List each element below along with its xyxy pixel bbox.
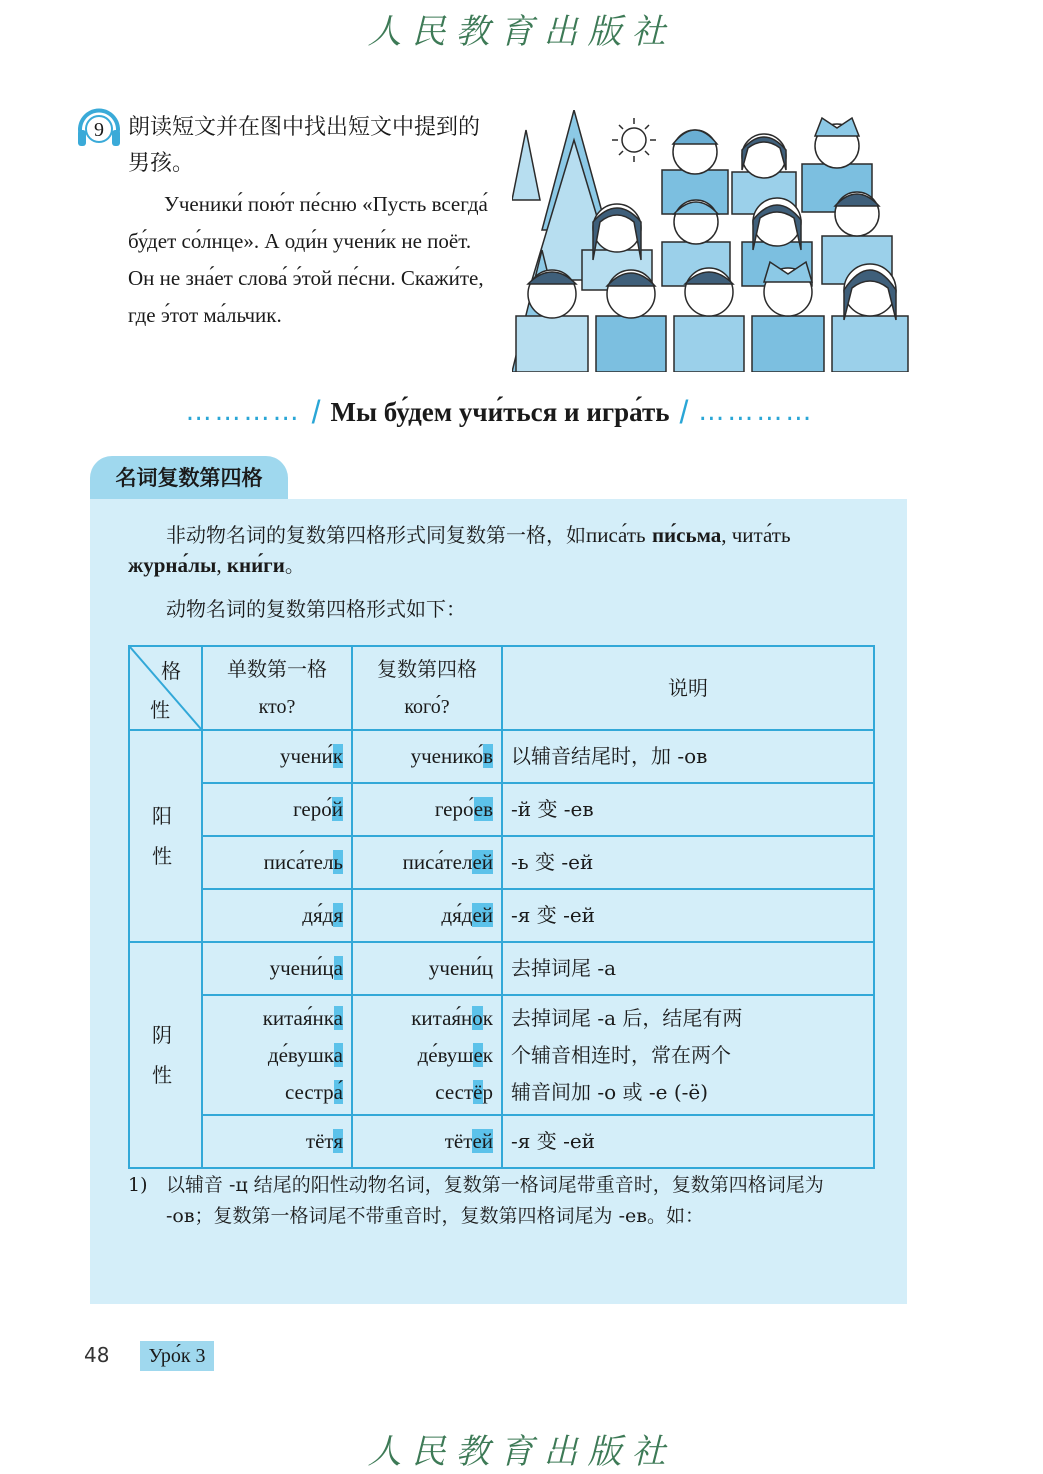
footnote: 1) 以辅音 -ц 结尾的阳性动物名词，复数第一格词尾带重音时，复数第四格词尾为 -ов；复数第一格词尾不带重音时，复数第四格词尾为 -ев。如： — [128, 1174, 824, 1227]
singular-word: учени́ца — [202, 942, 352, 995]
rule-note: -й 变 -ев — [502, 783, 874, 836]
plural-word: геро́ев — [352, 783, 502, 836]
diagonal-header-cell: 格 性 — [129, 646, 202, 730]
table-row — [129, 942, 874, 995]
header-plural-accusative: 复数第四格 кого́? — [352, 646, 502, 730]
rule-note: -я 变 -ей — [502, 889, 874, 942]
rule-note: 去掉词尾 -а 后，结尾有两 个辅音相连时，常在两个 辅音间加 -о 或 -е (-ё) — [502, 995, 874, 1115]
publisher-logo-bottom: 人民教育出版社 — [367, 1432, 676, 1472]
dotted-rule-left: ………… — [185, 397, 302, 427]
singular-word: писа́тель — [202, 836, 352, 889]
rule-note: -я 变 -ей — [502, 1115, 874, 1168]
lesson-badge: Уро́к 3 — [140, 1341, 214, 1371]
plural-word: ученико́в — [352, 730, 502, 783]
table-row — [129, 783, 874, 836]
grammar-tab: 名词复数第四格 — [90, 456, 288, 500]
table-row — [129, 995, 874, 1115]
plural-word-group: китая́нок де́вушек сестёр — [352, 995, 502, 1115]
table-row — [129, 1115, 874, 1168]
exercise-text: Ученики́ пою́т пе́сню «Пусть всегда́ бу́дет со́лнце». А оди́н учени́к не поёт. Он не зна́ет слова́ э́той пе́сни. Скажи́те, где э́тот ма́льчик. — [128, 192, 488, 327]
publisher-logo-top: 人民教育出版社 — [367, 12, 676, 52]
rule-note: -ь 变 -ей — [502, 836, 874, 889]
listen-icon — [74, 104, 124, 154]
plural-word: учени́ц — [352, 942, 502, 995]
header-singular-nominative: 单数第一格 кто? — [202, 646, 352, 730]
slash-left: / — [311, 393, 321, 430]
grammar-paragraph-1: 非动物名词的复数第四格形式同复数第一格，如писа́ть пи́сьма, чита́ть журна́лы, кни́ги。 — [128, 523, 791, 577]
page-number: 48 — [84, 1343, 110, 1367]
declension-table — [128, 645, 875, 1169]
plural-word: дя́дей — [352, 889, 502, 942]
plural-word: писа́телей — [352, 836, 502, 889]
table-row — [129, 889, 874, 942]
children-illustration — [512, 110, 912, 372]
table-row — [129, 730, 874, 783]
gender-masculine: 阳 性 — [129, 730, 202, 942]
gender-feminine: 阴 性 — [129, 942, 202, 1168]
singular-word: учени́к — [202, 730, 352, 783]
singular-word: дя́дя — [202, 889, 352, 942]
dotted-rule-right: ………… — [698, 397, 815, 427]
section-header — [150, 392, 850, 432]
rule-note: 以辅音结尾时，加 -ов — [502, 730, 874, 783]
singular-word-group: китая́нка де́вушка сестра́ — [202, 995, 352, 1115]
rule-note: 去掉词尾 -а — [502, 942, 874, 995]
grammar-paragraph-2: 动物名词的复数第四格形式如下： — [166, 597, 466, 621]
plural-word: тётей — [352, 1115, 502, 1168]
exercise-instruction: 朗读短文并在图中找出短文中提到的男孩。 — [128, 115, 481, 176]
table-header-row — [129, 646, 874, 730]
header-explanation: 说明 — [502, 646, 874, 730]
singular-word: геро́й — [202, 783, 352, 836]
table-row — [129, 836, 874, 889]
exercise-number: 9 — [94, 119, 104, 141]
singular-word: тётя — [202, 1115, 352, 1168]
section-title-text: Мы бу́дем учи́ться и игра́ть — [330, 396, 670, 427]
slash-right: / — [679, 393, 689, 430]
